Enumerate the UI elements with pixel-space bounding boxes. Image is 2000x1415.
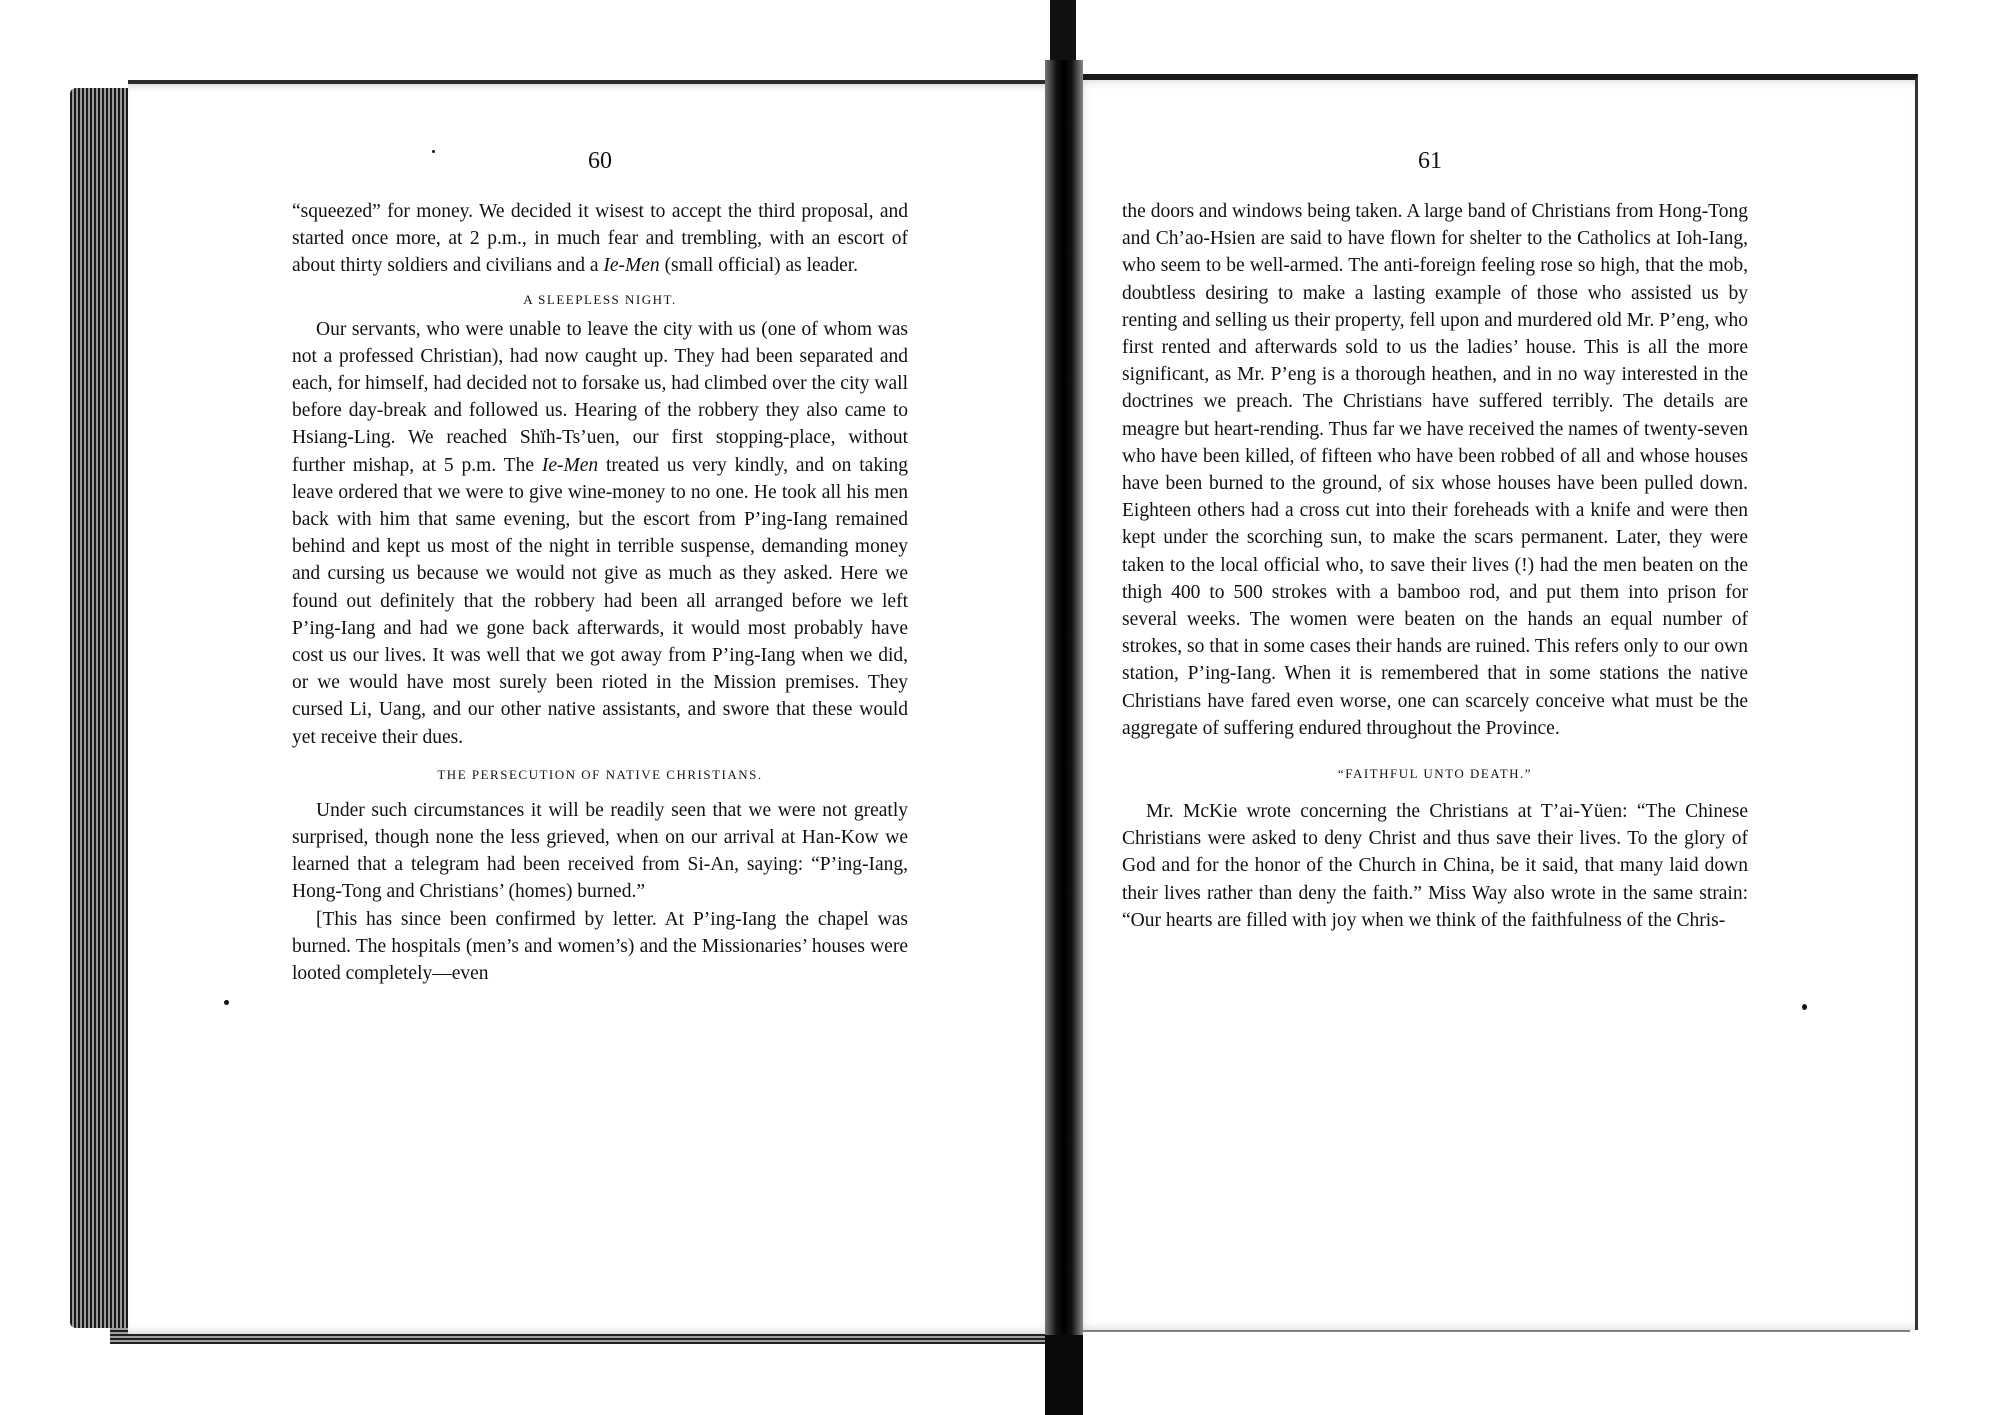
page-edges-left (70, 88, 130, 1328)
left-paragraph-4: [This has since been confirmed by letter. At P’ing-Iang the chapel was burned. The hospitals (men’s and women’s) and the Missionaries’ houses were looted completely—even (292, 908, 908, 985)
section-heading-sleepless-night: A SLEEPLESS NIGHT. (523, 291, 677, 307)
scan-speck (432, 150, 435, 153)
left-paragraph-1 (292, 198, 908, 280)
text-run: Our servants, who were unable to leave the city with us (one of whom was not a professed Christian), had now caught up. They had been separated and each, for himself, had decided not to forsake us, had climbed over the city wall before day-break and followed us. Hearing of the robbery they also came to Hsiang-Ling. We reached Shïh-Ts’uen, our first stopping-place, without further mishap, at 5 p.m. The (292, 318, 908, 476)
text-run: treated us very kindly, and on taking leave ordered that we were to give wine-money to no one. He took all his men back with him that same evening, but the escort from P’ing-Iang remained behind and kept us most of the night in terrible suspense, demanding money and cursing us because we would not give as much as they asked. Here we found out definitely that the robbery had been all arranged before we left P’ing-Iang and had we gone back afterwards, it would most probably have cost us our lives. It was well that we got away from P’ing-Iang when we did, or we would have most surely been rioted in the Mission premises. They cursed Li, Uang, and our other native assistants, and swore that these would yet receive their dues. (292, 454, 908, 748)
right-page-number: 61 (1418, 148, 1442, 174)
section-heading-persecution: THE PERSECUTION OF NATIVE CHRISTIANS. (437, 766, 763, 782)
italic-term: Ie-Men (603, 255, 660, 277)
text-run: (small official) as leader. (659, 255, 859, 277)
left-paragraph-3: Under such circumstances it will be readily seen that we were not greatly surprised, though none the less grieved, when on our arrival at Han-Kow we learned that a telegram had been received from Si-An, saying: “P’ing-Iang, Hong-Tong and Christians’ (homes) burned.” (292, 799, 908, 903)
right-paragraph-2: Mr. McKie wrote concerning the Christians at T’ai-Yüen: “The Chinese Christians were asked to deny Christ and thus save their lives. To the glory of God and for the honor of the Church in China, be it said, that many laid down their lives rather than deny the faith.” Miss Way also wrote in the same strain: “Our hearts are filled with joy when we think of the faithfulness of the Chris- (1122, 801, 1748, 931)
text-run: “squeezed” for money. We decided it wisest to accept the third proposal, and started once more, at 2 p.m., in much fear and trembling, with an escort of about thirty soldiers and civilians and a (292, 201, 908, 277)
right-page-text (1122, 198, 1748, 934)
right-paragraph-1: the doors and windows being taken. A large band of Christians from Hong-Tong and Ch’ao-Hsien are said to have flown for shelter to the Catholics at Ioh-Iang, who seem to be well-armed. The anti-foreign feeling rose so high, that the mob, doubtless desiring to make a lasting example of those who assisted us by renting and selling us their property, fell upon and murdered old Mr. P’eng, who first rented and afterwards sold to us the ladies’ house. This is all the more significant, as Mr. P’eng is a thorough heathen, and in no way interested in the doctrines we preach. The Christians have suffered terribly. The details are meagre but heart-rending. Thus far we have received the names of twenty-seven who have been killed, of fifteen who have been robbed of all and whose houses have been burned to the ground, of six whose houses have been pulled down. Eighteen others had a cross cut into their foreheads with a knife and were then kept under the scorching sun, to make the scars permanent. Later, they were taken to the local official who, to save their lives (!) had the men beaten on the thigh 400 to 500 strokes with a bamboo rod, and put them into prison for several weeks. The women were beaten on the hands an equal number of strokes, so that in some cases their hands are ruined. This refers only to our own station, P’ing-Iang. When it is remembered that in some stations the native Christians have fared even worse, one can scarcely conceive what must be the aggregate of suffering endured throughout the Province. (1122, 201, 1748, 739)
left-page-text (292, 198, 908, 987)
left-paragraph-2 (292, 316, 908, 751)
book-spine (1045, 60, 1083, 1360)
scan-speck (1802, 1004, 1807, 1010)
spine-bottom (1045, 1335, 1083, 1415)
left-page-number: 60 (588, 148, 612, 174)
scan-speck (224, 1000, 229, 1005)
italic-term: Ie-Men (541, 454, 599, 476)
section-heading-faithful: “FAITHFUL UNTO DEATH.” (1337, 766, 1533, 782)
